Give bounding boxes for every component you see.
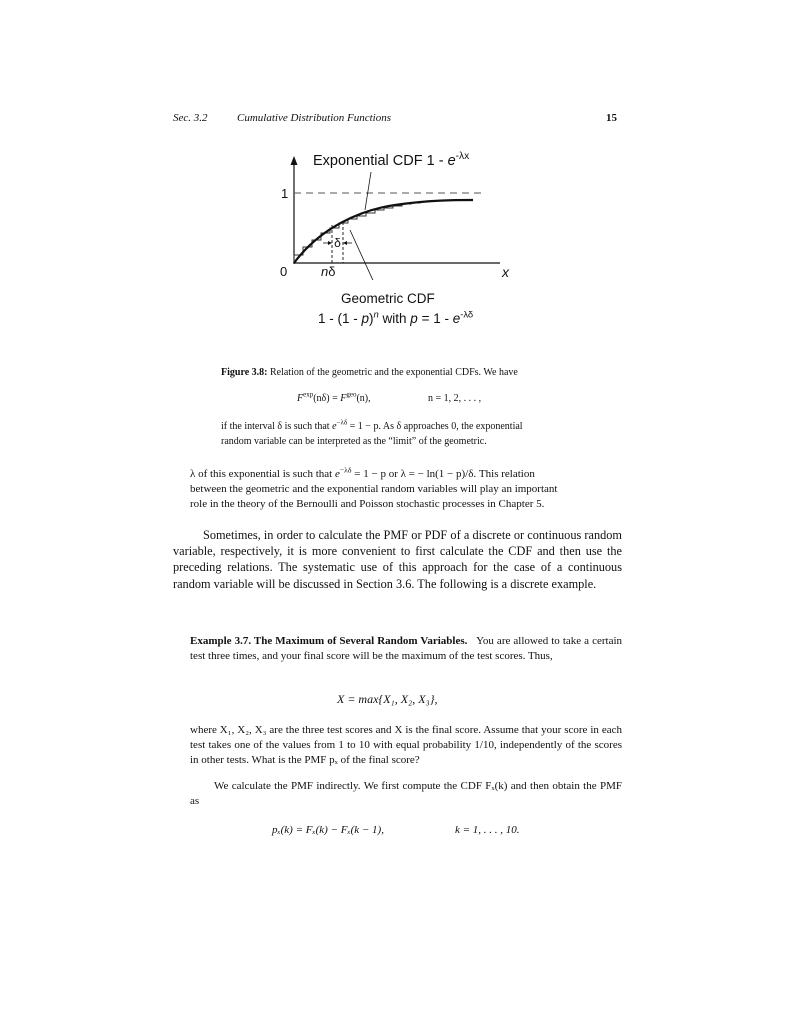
paragraph-sometimes: Sometimes, in order to calculate the PMF or PDF of a discrete or continuous random variable, respectively, it is more convenient to first calculate the CDF and then use the preceding relations. The systematic use of this approach for the case of a continuous random variable will be discussed in Section 3.6. The following is a discrete example. [173,528,622,591]
geo-formula-e: e [452,311,461,326]
paragraph-lambda [190,467,622,512]
y-axis-arrow [291,156,298,165]
caption-equation-left [297,391,371,406]
caption-e: e [332,421,337,432]
caption-line2b: = 1 − p. As δ approaches 0, the exponential [347,421,523,432]
geo-formula-p2: p [410,311,418,326]
example-equation-max: X = max{X₁, X₂, X₃}, [337,692,438,706]
eq-exp-sup: exp [303,390,314,399]
example-heading: Example 3.7. The Maximum of Several Random Variables. [190,635,468,647]
exp-pointer-line [365,172,371,210]
geo-formula-eq: = 1 - [417,311,453,326]
geo-formula-n: n [373,309,379,321]
cdf-figure [270,150,500,280]
eq-F-geo: F [340,393,347,404]
delta-label: δ [334,236,341,250]
example-intro [190,634,622,664]
exp-cdf-e: e [447,153,456,169]
paragraph-lambda-line2: between the geometric and the exponential random variables will play an important [190,483,558,495]
example-intro-text: You are allowed to take a certain test three times, and your final score will be the maximum of the test scores. Thus, [190,635,623,662]
n-label: n [321,264,329,279]
geo-formula-paren: ) [369,311,374,326]
example-equation-range: k = 1, . . . , 10. [455,824,520,836]
example-body: where X₁, X₂, X₃ are the three test scores and X is the final score. Assume that your score in each test takes one of the values from 1 to 10 with equal probability 1/10, independently of the scores in other tests. What is the PMF pₓ of the final score? [190,724,622,766]
exp-cdf-label [313,153,469,169]
geo-formula-with: with [378,311,411,326]
para1-e: e [334,468,340,480]
geometric-cdf-staircase [294,201,438,263]
caption-equation-range: n = 1, 2, . . . , [428,393,482,404]
n-delta-label [321,264,335,279]
tick-zero: 0 [280,264,288,279]
para1-line1b: = 1 − p or λ = − ln(1 − p)/δ. This relation [351,468,535,480]
figure-caption-line2 [221,419,591,434]
running-title: Cumulative Distribution Functions [237,112,391,124]
para1-exponent: −λδ [339,465,352,475]
figure-caption-text: Relation of the geometric and the exponential CDFs. We have [269,367,518,378]
caption-exponent: −λδ [336,418,348,427]
para1-line1a: λ of this exponential is such that [190,468,335,480]
geo-formula-p: p [361,311,370,326]
tick-one: 1 [281,186,289,201]
geo-formula-part1: 1 - (1 - [318,311,362,326]
exp-cdf-label-text: Exponential CDF 1 - [313,153,448,169]
eq-F-exp: F [297,393,304,404]
eq-geo-arg: (n), [356,393,371,404]
figure-caption-line3: random variable can be interpreted as the “limit” of the geometric. [221,436,487,447]
x-axis-label: x [502,264,509,280]
geo-pointer-line [350,230,376,280]
exp-cdf-exponent: -λx [455,151,470,163]
caption-line2a: if the interval δ is such that [221,421,333,432]
geometric-cdf-label: Geometric CDF [341,291,435,306]
paragraph-lambda-line3: role in the theory of the Bernoulli and Poisson stochastic processes in Chapter 5. [190,498,545,510]
example-body2: We calculate the PMF indirectly. We first compute the CDF Fₓ(k) and then obtain the PMF as [190,780,622,807]
n-delta-symbol: δ [328,264,336,279]
section-label: Sec. 3.2 [173,112,208,124]
example-equation-pmf: pₓ(k) = Fₓ(k) − Fₓ(k − 1), [272,824,384,836]
delta-arrowhead-left [328,241,332,245]
figure-caption-line1 [221,365,591,380]
delta-arrowhead-right [343,241,347,245]
geometric-cdf-formula [318,311,473,326]
eq-exp-arg: (nδ) = [313,393,341,404]
figure-label: Figure 3.8: [221,367,268,378]
example-block [190,634,622,664]
paragraph-lambda-line1 [190,467,622,482]
geo-formula-exponent: -λδ [460,309,474,321]
eq-geo-sup: geo [346,390,357,399]
page-number: 15 [606,112,617,124]
